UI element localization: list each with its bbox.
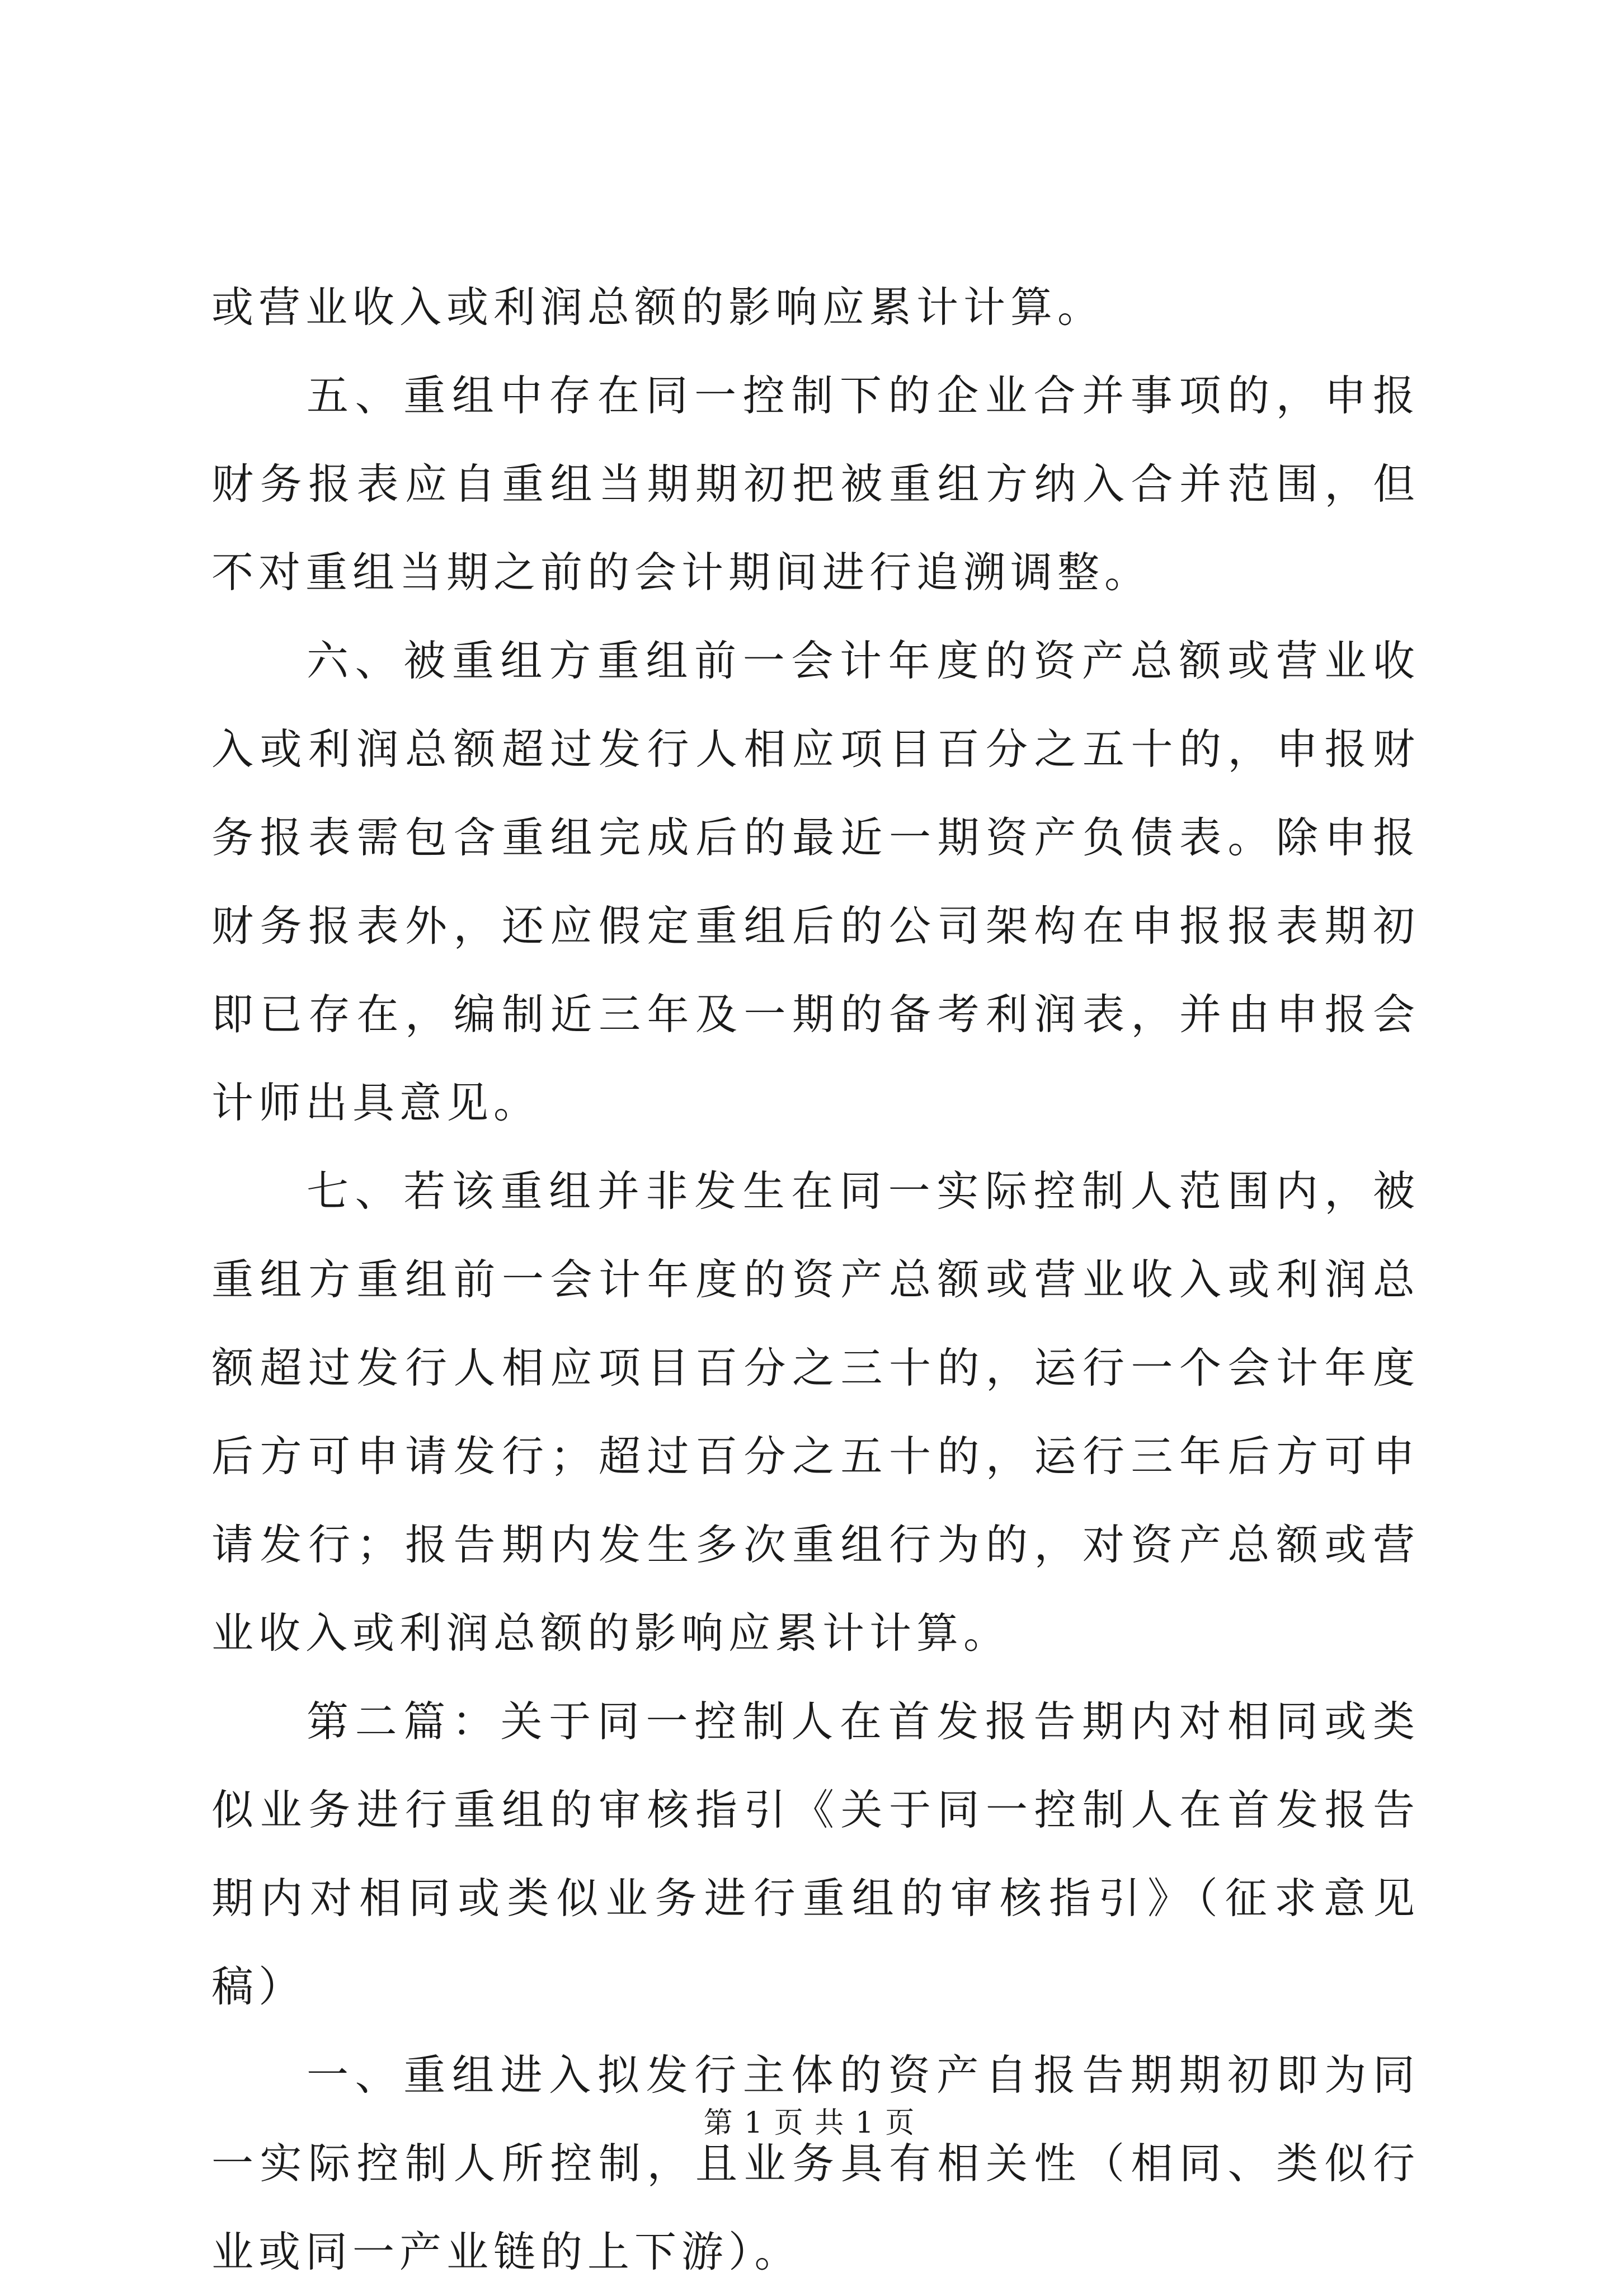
paragraph-part-two-heading: 第二篇：关于同一控制人在首发报告期内对相同或类似业务进行重组的审核指引《关于同一控制人在首发报告期内对相同或类似业务进行重组的审核指引》（征求意见稿）	[211, 1697, 1420, 2011]
paragraph-item-6: 六、被重组方重组前一会计年度的资产总额或营业收入或利润总额超过发行人相应项目百分之五十的，申报财务报表需包含重组完成后的最近一期资产负债表。除申报财务报表外，还应假定重组后的公司架构在申报报表期初即已存在，编制近三年及一期的备考利润表，并由申报会计师出具意见。	[211, 636, 1420, 1127]
paragraph-item-5: 五、重组中存在同一控制下的企业合并事项的，申报财务报表应自重组当期期初把被重组方纳入合并范围，但不对重组当期之前的会计期间进行追溯调整。	[211, 371, 1420, 597]
paragraph-continuation: 或营业收入或利润总额的影响应累计计算。	[211, 283, 1105, 332]
paragraph-item-7: 七、若该重组并非发生在同一实际控制人范围内，被重组方重组前一会计年度的资产总额或营业收入或利润总额超过发行人相应项目百分之三十的，运行一个会计年度后方可申请发行；超过百分之五十的，运行三年后方可申请发行；报告期内发生多次重组行为的，对资产总额或营业收入或利润总额的影响应累计计算。	[211, 1166, 1420, 1658]
document-body	[211, 263, 1420, 2296]
page-footer: 第 1 页 共 1 页	[703, 2106, 916, 2140]
paragraph-item-1: 一、重组进入拟发行主体的资产自报告期期初即为同一实际控制人所控制，且业务具有相关性（相同、类似行业或同一产业链的上下游）。	[211, 2050, 1420, 2276]
